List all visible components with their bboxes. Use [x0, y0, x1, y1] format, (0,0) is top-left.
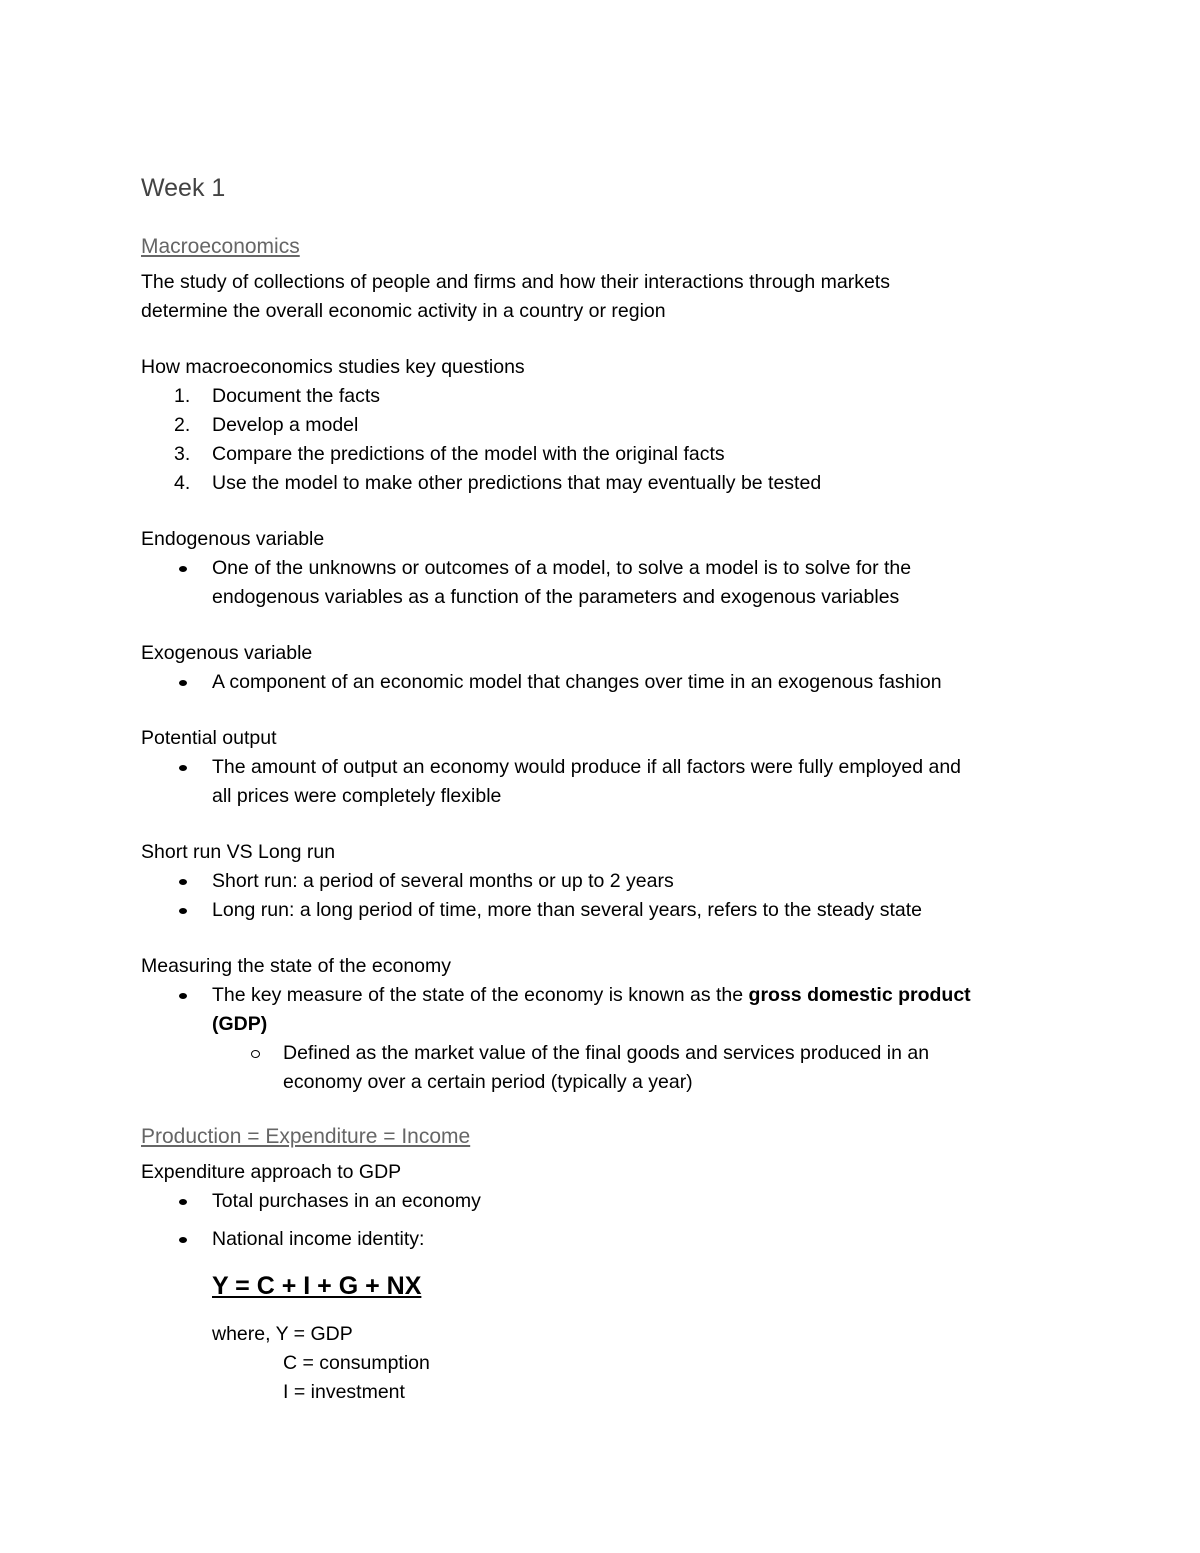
hollow-bullet-icon [251, 1050, 260, 1058]
list-item [141, 896, 1071, 925]
spacer [141, 811, 1071, 838]
potential-list [141, 753, 1071, 811]
list-item-text: The key measure of the state of the economy is known as the [212, 984, 749, 1006]
spacer [141, 1097, 1071, 1122]
where-line: I = investment [283, 1381, 405, 1403]
list-item [141, 554, 1071, 612]
questions-list [141, 382, 1071, 498]
list-item-text: A component of an economic model that changes over time in an exogenous fashion [212, 671, 942, 693]
list-item-text: Defined as the market value of the final goods and services produced in an [283, 1042, 930, 1064]
term-short-vs-long-run: Short run VS Long run [141, 841, 336, 863]
list-item-text: Compare the predictions of the model with the original facts [212, 443, 725, 465]
bullet-icon [179, 1199, 187, 1205]
definition-line: The study of collections of people and firms and how their interactions through markets [141, 271, 890, 293]
expenditure-list [141, 1187, 1071, 1254]
list-item [141, 440, 1071, 469]
list-item-text: Document the facts [212, 385, 380, 407]
spacer [141, 326, 1071, 353]
definition-line: determine the overall economic activity in a country or region [141, 300, 666, 322]
section-heading-production: Production = Expenditure = Income [141, 1125, 471, 1148]
list-item [141, 1225, 1071, 1254]
exogenous-list [141, 668, 1071, 697]
list-number: 2. [174, 414, 191, 436]
list-item-text: Total purchases in an economy [212, 1190, 481, 1212]
list-item [141, 867, 1071, 896]
sub-list-item [141, 1039, 1071, 1097]
questions-intro: How macroeconomics studies key questions [141, 356, 525, 378]
list-item [141, 981, 1071, 1039]
document-page [141, 170, 1071, 1407]
spacer [141, 697, 1071, 724]
list-item-text: National income identity: [212, 1228, 425, 1250]
list-item [141, 382, 1071, 411]
term-potential-output: Potential output [141, 727, 277, 749]
bullet-icon [179, 566, 187, 572]
bullet-icon [179, 993, 187, 999]
list-item [141, 1187, 1071, 1216]
term-endogenous: Endogenous variable [141, 528, 325, 550]
page-title: Week 1 [141, 174, 226, 202]
measuring-list [141, 981, 1071, 1097]
national-income-formula: Y = C + I + G + NX [212, 1272, 422, 1300]
bold-term: gross domestic product [748, 984, 971, 1006]
bullet-icon [179, 765, 187, 771]
bullet-icon [179, 680, 187, 686]
section-heading-macroeconomics: Macroeconomics [141, 235, 300, 258]
where-line: C = consumption [283, 1352, 430, 1374]
bold-term: (GDP) [212, 1013, 268, 1035]
term-exogenous: Exogenous variable [141, 642, 313, 664]
list-item-text: endogenous variables as a function of the parameters and exogenous variables [212, 586, 900, 608]
list-item [141, 469, 1071, 498]
list-item-text: Develop a model [212, 414, 359, 436]
list-number: 1. [174, 385, 191, 407]
bullet-icon [179, 879, 187, 885]
list-item-text: Use the model to make other predictions that may eventually be tested [212, 472, 822, 494]
list-item-text: One of the unknowns or outcomes of a model, to solve a model is to solve for the [212, 557, 912, 579]
spacer [141, 498, 1071, 525]
list-item [141, 753, 1071, 811]
list-number: 3. [174, 443, 191, 465]
list-item-text: The amount of output an economy would produce if all factors were fully employed and [212, 756, 962, 778]
runs-list [141, 867, 1071, 925]
list-item [141, 411, 1071, 440]
list-item [141, 668, 1071, 697]
expenditure-approach: Expenditure approach to GDP [141, 1161, 402, 1183]
spacer [141, 206, 1071, 232]
list-item-text: all prices were completely flexible [212, 785, 502, 807]
term-measuring-economy: Measuring the state of the economy [141, 955, 452, 977]
list-item-text: Long run: a long period of time, more than several years, refers to the steady state [212, 899, 922, 921]
where-line: where, Y = GDP [212, 1323, 353, 1345]
spacer [141, 925, 1071, 952]
bullet-icon [179, 908, 187, 914]
bullet-icon [179, 1237, 187, 1243]
list-item-text: Short run: a period of several months or up to 2 years [212, 870, 674, 892]
list-item-text: economy over a certain period (typically a year) [283, 1071, 693, 1093]
endogenous-list [141, 554, 1071, 612]
spacer [141, 612, 1071, 639]
list-number: 4. [174, 472, 191, 494]
